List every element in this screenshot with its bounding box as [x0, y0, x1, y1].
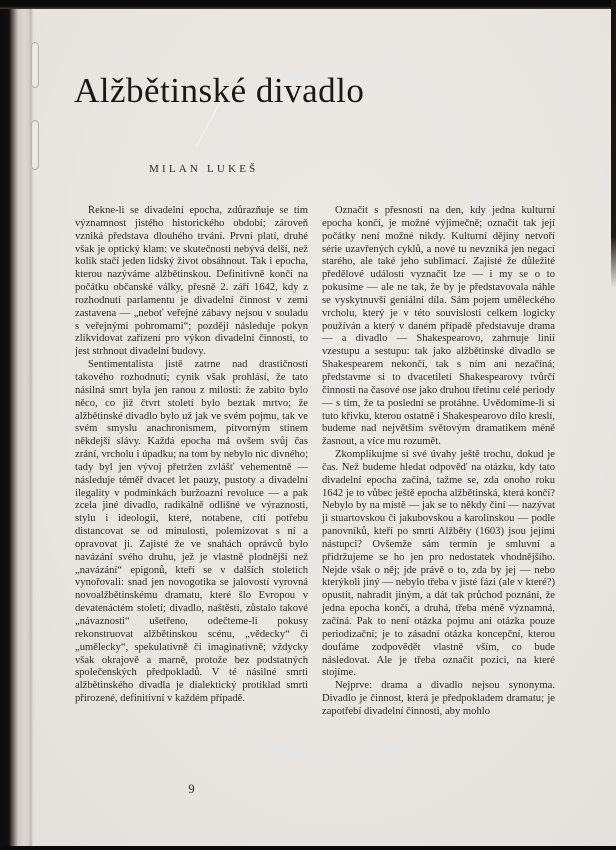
page-number: 9: [188, 782, 195, 796]
paragraph: Sentimentalista jistě zatrne nad drastičností takového rozhodnutí; cynik však prohlásí, že tato násilná smrt byla jen ranou z milosti: že zabito bylo něco, co již čtvrt století bylo beztak mrtvo; že alžbětinské divadlo bylo už jak ve svém pojmu, tak ve svém smyslu anachronismem, pitvorným stínem někdejší slávy. Každá epocha má ovšem svůj čas zrání, vrcholu i úpadku; na tom by nebylo nic divného; tady byl jen vývoj přetržen zvlášť vehementně — následuje téměř dvacet let pauzy, pustoty a divadelní ilegality v podmínkách buržoazní revoluce — a pak zcela jiné divadlo, radikálně odlišné ve výraznosti, stylu i ideologii, které, notabene, cítí potřebu distancovat se od minulosti, polemizovat s ní a opravovat ji. Zajisté že ve snahách oprávců bylo navázání svého druhu, jež je vlastně plodnější než „navázání“ epigonů, kteří se v dalších stoletích vynořovali: snad jen novogotika se jalovostí vyrovná novoalžbětinskému dramatu, které šlo Evropou v devatenáctém století; divadlo, naštěstí, zůstalo takové „návaznosti“ ušetřeno, odečteme-li pokusy rekonstruovat alžbětinskou scénu, „vědecky“ či „umělecky“, spekulativně či imaginativně; vždycky však okrajově a marně, protože bez podstatných společenských předpokladů. V té násilné smrti alžbětinského divadla je dialektický protiklad smrti přirozené, definitivní v každém případě.: [75, 359, 309, 705]
chapter-title: Alžbětinské divadlo: [74, 71, 365, 111]
paragraph: Označit s přesností na den, kdy jedna kulturní epocha končí, je možné výjimečně; označit tak její počátky není možné nikdy. Kulturní dějiny netvoří série uzavřených cyklů, a nové tu nevzniká jen negací starého, ale také jeho sublimací. Zajisté že důležité předělové události vyznačit lze — i my se o to pokusíme — ale ne tak, že by je představovala náhle se vyskytnuvší geniální díla. Sám pojem uměleckého vrcholu, který je v této souvislosti celkem logicky používán a který v daném případě představuje drama — a divadlo — Shakespearovo, zahrnuje linii vzestupu a sestupu: tak jako alžbětinské divadlo se Shakespearem nekončí, tak s ním ani nezačíná; představme si to dvacetiletí Shakespearovy tvůrčí činnosti na časové ose jako druhou třetinu celé periody — s tím, že ta poslední se protáhne. Uvědomíme-li si tuto křivku, kterou ostatně i Shakespearovo dílo kreslí, budeme nad největším světovým dramatikem méně žasnout, a více mu rozumět.: [322, 205, 555, 448]
page-edge-mark: [31, 42, 39, 88]
text-column-right: [322, 205, 555, 777]
scan-edge-top: [0, 0, 616, 9]
paragraph: Nejprve: drama a divadlo nejsou synonyma. Divadlo je činnost, která je předpokladem dramatu; je zapotřebí divadelní činnosti, aby mohlo: [322, 680, 555, 717]
text-column-left: [75, 205, 308, 777]
author-name: MILAN LUKEŠ: [149, 163, 259, 175]
paragraph: Řekne-li se divadelní epocha, zdůrazňuje se tím významnost jistého historického období; zároveň vzniká představa dlouhého trvání. První platí, druhé však je optický klam: ve skutečnosti nebývá delší, než kolik stačí jeden lidský život obsáhnout. Tak i epocha, kterou nazýváme alžbětinskou. Definitivně končí na počátku občanské války, přesně 2. září 1642, kdy z rozhodnutí parlamentu je divadelní činnost v zemi zastavena — „neboť veřejné zábavy nejsou v souladu s veřejnými pohromami“; později následuje pokyn zlikvidovat zařízení pro výkon divadelní činnosti, to jest strhnout divadelní budovy.: [75, 205, 308, 358]
scan-edge-bottom: [0, 846, 616, 850]
text-columns: [75, 205, 555, 777]
paragraph: Zkomplikujme si své úvahy ještě trochu, dokud je čas. Než budeme hledat odpověď na otázku, kdy tato divadelní epocha začíná, tažme se, zda onoho roku 1642 je to vůbec ještě epocha alžbětinská, která končí? Nebylo by na místě — jak se to někdy činí — nazývat ji stuartovskou či jakubovskou a karolínskou — podle panovníků, kteří po smrti Alžběty (1603) jsou jejími nástupci? Ovšemže sám termín je smluvní a přidržujeme se ho jen pro nedostatek vhodnějšího. Nejde však o něj; jde právě o to, zda by jej — nebo kterýkoli jiný — nebylo třeba v jisté fázi (ale v které?) opustit, nahradit jiným, a dát tak průchod poznání, že jedna epocha končí, a druhá, třeba méně významná, začíná. Pak to není otázka pojmu ani otázka pouze periodizační; je to zásadní otázka koncepční, kterou doufáme zodpovědět vlastně vším, co bude následovat. Ale je třeba označit pozici, na které stojíme.: [322, 449, 555, 679]
scan-edge-right: [611, 0, 616, 288]
page-edge-mark: [31, 120, 39, 170]
